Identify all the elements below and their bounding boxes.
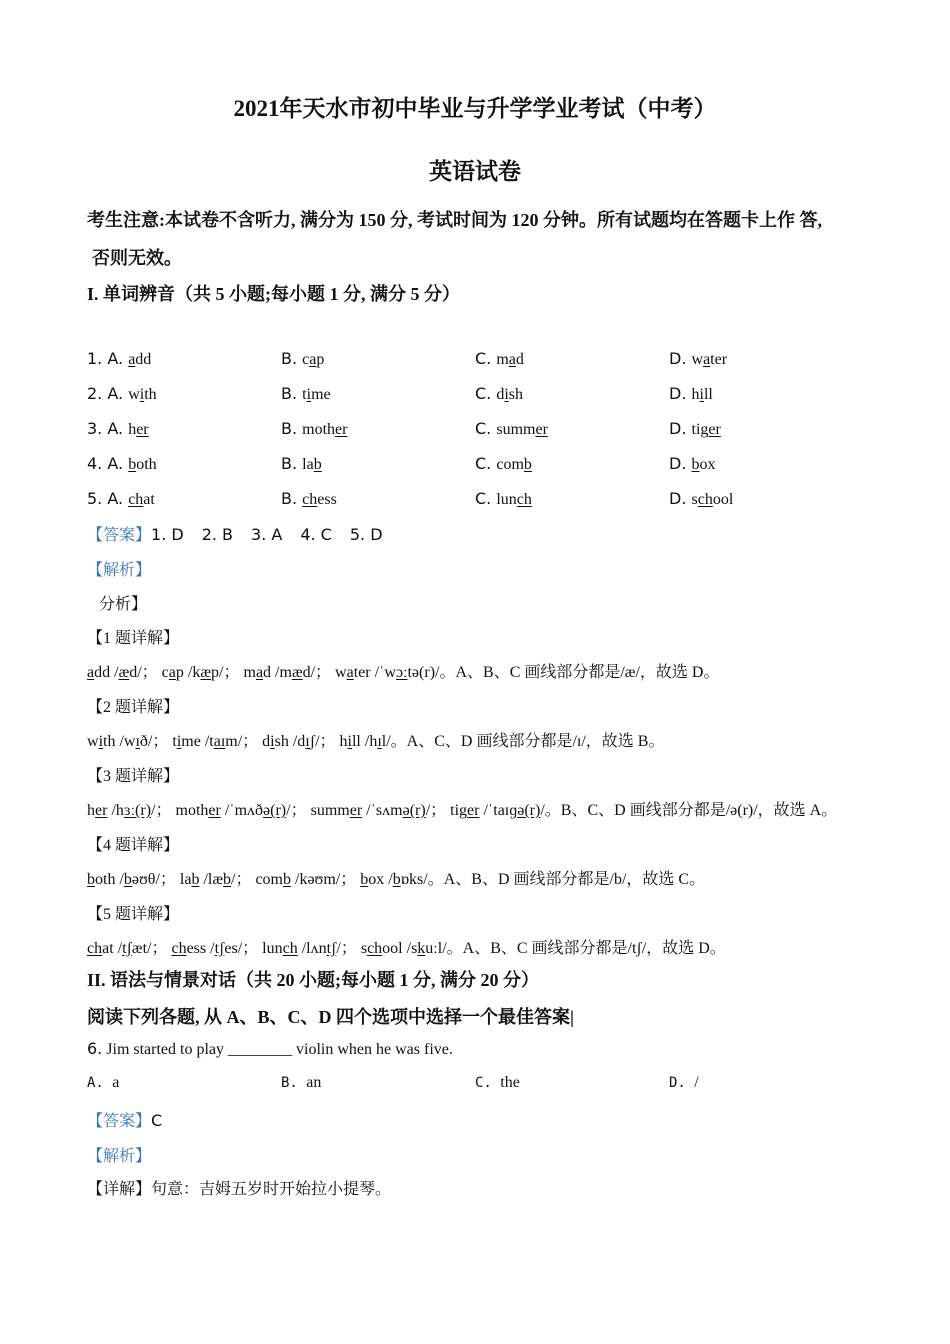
underlined-sound: ch: [282, 940, 298, 957]
page-subtitle: 英语试卷: [429, 159, 521, 184]
option-text: the: [500, 1074, 520, 1091]
underlined-sound: a: [346, 664, 354, 681]
underlined-sound: ɜː(r): [123, 802, 152, 819]
word-option: [669, 419, 721, 439]
option-word: mother: [302, 421, 348, 438]
option-word: chat: [128, 491, 155, 508]
underlined-letters: er: [535, 421, 548, 438]
option-text: a: [112, 1074, 120, 1091]
underlined-sound: ch: [87, 940, 103, 957]
underlined-letters: b: [313, 456, 322, 473]
option-text: /: [694, 1074, 699, 1091]
underlined-sound: b: [392, 871, 401, 888]
underlined-letters: ch: [302, 491, 318, 508]
underlined-sound: b: [123, 871, 132, 888]
question-number: 6.: [87, 1039, 103, 1058]
underlined-letters: b: [523, 456, 532, 473]
underlined-sound: ə(r): [263, 802, 287, 819]
question-6-answer-row: [87, 1108, 162, 1131]
underlined-sound: i: [270, 733, 275, 750]
answer-item: 4. C: [300, 525, 332, 544]
option-word: tiger: [691, 421, 721, 438]
choice-option: [475, 1074, 520, 1092]
question-number: 5. A.: [87, 489, 129, 508]
detail-explanation: with /wɪð/； time /taɪm/； dish /dɪʃ/； hill /hɪl/。A、C、D 画线部分都是/ɪ/，故选 B。: [87, 733, 665, 750]
underlined-letters: er: [335, 421, 348, 438]
word-option: [281, 384, 331, 404]
analysis-tag: 【解析】: [87, 1148, 152, 1165]
underlined-letters: b: [128, 456, 137, 473]
option-text: an: [306, 1074, 322, 1091]
section1-answer-row: [87, 522, 383, 545]
underlined-sound: er: [208, 802, 221, 819]
word-option: [475, 454, 532, 474]
word-option: [475, 349, 524, 369]
option-letter: B.: [281, 454, 303, 473]
word-option: [669, 454, 716, 474]
underlined-letters: ch: [697, 491, 713, 508]
detail-explanation: add /æd/； cap /kæp/； mad /mæd/； water /ˈwɔːtə(r)/。A、B、C 画线部分都是/æ/，故选 D。: [87, 664, 720, 681]
underlined-sound: k: [417, 940, 426, 957]
detail-explanation: chat /tʃæt/； chess /tʃes/； lunch /lʌntʃ/； school /skuːl/。A、B、C 画线部分都是/tʃ/，故选 D。: [87, 940, 726, 957]
underlined-sound: æ: [200, 664, 212, 681]
detail-tag: 【2 题详解】: [87, 699, 180, 716]
option-letter: B.: [281, 1075, 307, 1091]
word-option: [669, 349, 727, 369]
word-option: [669, 384, 713, 404]
question-text: Jim started to play ________ violin when he was five.: [106, 1041, 453, 1058]
underlined-letters: ch: [516, 491, 532, 508]
option-word: mad: [496, 351, 524, 368]
analysis-tag: 【解析】: [87, 562, 152, 579]
word-option: [87, 384, 157, 404]
option-word: water: [691, 351, 728, 368]
underlined-sound: b: [283, 871, 291, 888]
underlined-sound: tʃ: [326, 940, 337, 957]
underlined-sound: er: [467, 802, 480, 819]
answer-tag: 【答案】: [87, 527, 152, 544]
notice-line-2: 否则无效。: [92, 248, 182, 268]
option-word: dish: [496, 386, 524, 403]
word-option: [87, 454, 157, 474]
option-word: lunch: [496, 491, 532, 508]
option-letter: B.: [281, 489, 303, 508]
question-number: 2. A.: [87, 384, 129, 403]
underlined-sound: b: [87, 871, 95, 888]
detail-tag: 【1 题详解】: [87, 630, 180, 647]
word-option: [87, 419, 149, 439]
underlined-sound: tʃ: [122, 940, 132, 957]
choice-option: [281, 1074, 321, 1092]
section2-heading: II. 语法与情景对话（共 20 小题;每小题 1 分, 满分 20 分）: [87, 970, 540, 990]
option-word: with: [128, 386, 157, 403]
detail-tag: 【详解】: [87, 1181, 152, 1198]
underlined-letters: a: [703, 351, 711, 368]
option-word: school: [691, 491, 734, 508]
option-word: box: [691, 456, 716, 473]
section1-heading: I. 单词辨音（共 5 小题;每小题 1 分, 满分 5 分）: [87, 284, 460, 304]
answer-list: [151, 525, 383, 544]
word-option: [281, 419, 347, 439]
option-word: hill: [691, 386, 713, 403]
option-letter: C.: [475, 349, 497, 368]
question-number: 3. A.: [87, 419, 129, 438]
underlined-letters: i: [504, 386, 509, 403]
detail-tag: 【3 题详解】: [87, 768, 180, 785]
detail-explanation: her /hɜː(r)/； mother /ˈmʌðə(r)/； summer /ˈsʌmə(r)/； tiger /ˈtaɪɡə(r)/。B、C、D 画线部分都是/ə(r)/，故选 A。: [87, 802, 838, 819]
option-letter: C.: [475, 489, 497, 508]
underlined-sound: ɔː: [395, 664, 408, 681]
option-letter: B.: [281, 419, 303, 438]
question-6-stem: [87, 1039, 453, 1059]
detail-explanation: both /bəʊθ/； lab /læb/； comb /kəʊm/； box /bɒks/。A、B、D 画线部分都是/b/，故选 C。: [87, 871, 706, 888]
option-letter: C.: [475, 419, 497, 438]
answer-tag: 【答案】: [87, 1113, 152, 1130]
section2-instruction: 阅读下列各题, 从 A、B、C、D 四个选项中选择一个最佳答案|: [87, 1007, 574, 1027]
underlined-sound: b: [191, 871, 200, 888]
option-word: time: [302, 386, 331, 403]
underlined-sound: ɪ: [377, 733, 382, 750]
option-letter: A.: [87, 1075, 113, 1091]
word-option: [281, 454, 322, 474]
word-option: [281, 349, 324, 369]
underlined-sound: a: [168, 664, 176, 681]
option-word: summer: [496, 421, 548, 438]
option-word: add: [128, 351, 152, 368]
answer-item: 5. D: [349, 525, 383, 544]
underlined-sound: æ: [118, 664, 130, 681]
underlined-letters: er: [136, 421, 149, 438]
word-option: [475, 489, 532, 509]
underlined-sound: er: [95, 802, 108, 819]
underlined-sound: ə(r): [402, 802, 426, 819]
answer-item: 1. D: [151, 525, 184, 544]
underlined-sound: i: [98, 733, 104, 750]
page-title: 2021年天水市初中毕业与升学学业考试（中考）: [233, 96, 717, 121]
underlined-letters: b: [691, 456, 700, 473]
word-option: [281, 489, 337, 509]
underlined-sound: er: [349, 802, 363, 819]
option-letter: C.: [475, 1075, 501, 1091]
option-letter: D.: [669, 384, 692, 403]
word-option: [475, 419, 548, 439]
answer-item: 3. A: [251, 525, 283, 544]
option-letter: D.: [669, 1075, 695, 1091]
underlined-sound: b: [360, 871, 369, 888]
answer-value: C: [151, 1111, 163, 1130]
underlined-sound: ɪ: [305, 733, 310, 750]
option-letter: D.: [669, 454, 692, 473]
detail-text: 句意：吉姆五岁时开始拉小提琴。: [151, 1181, 392, 1198]
answer-item: 2. B: [201, 525, 234, 544]
underlined-letters: i: [699, 386, 704, 403]
option-letter: B.: [281, 384, 303, 403]
question-number: 1. A.: [87, 349, 129, 368]
option-word: lab: [302, 456, 322, 473]
option-word: comb: [496, 456, 532, 473]
option-letter: D.: [669, 349, 692, 368]
notice-line-1: 考生注意:本试卷不含听力, 满分为 150 分, 考试时间为 120 分钟。所有试题均在答题卡上作 答,: [87, 210, 822, 230]
option-letter: D.: [669, 489, 692, 508]
word-option: [87, 489, 155, 509]
underlined-sound: ɪ: [135, 733, 140, 750]
underlined-sound: b: [223, 871, 231, 888]
underlined-sound: æ: [291, 664, 303, 681]
option-word: chess: [302, 491, 337, 508]
underlined-sound: aɪ: [213, 733, 226, 750]
underlined-letters: i: [306, 386, 312, 403]
underlined-sound: i: [347, 733, 352, 750]
option-letter: C.: [475, 384, 497, 403]
choice-option: [669, 1074, 699, 1092]
underlined-letters: a: [508, 351, 516, 368]
choice-option: [87, 1074, 119, 1092]
word-option: [475, 384, 523, 404]
underlined-sound: ə(r): [517, 802, 541, 819]
option-letter: B.: [281, 349, 303, 368]
underlined-sound: a: [87, 664, 95, 681]
detail-tag: 【5 题详解】: [87, 906, 180, 923]
underlined-letters: er: [708, 421, 721, 438]
underlined-sound: tʃ: [214, 940, 225, 957]
underlined-sound: ch: [171, 940, 187, 957]
option-word: cap: [302, 351, 325, 368]
option-letter: C.: [475, 454, 497, 473]
underlined-letters: a: [128, 351, 136, 368]
word-option: [669, 489, 733, 509]
underlined-letters: i: [139, 386, 145, 403]
question-6-detail: [87, 1176, 391, 1199]
underlined-letters: a: [309, 351, 317, 368]
underlined-sound: ch: [367, 940, 383, 957]
analysis-subheading: 分析】: [99, 596, 148, 613]
option-word: her: [128, 421, 149, 438]
underlined-sound: a: [255, 664, 264, 681]
word-option: [87, 349, 151, 369]
underlined-sound: i: [176, 733, 182, 750]
underlined-letters: ch: [128, 491, 144, 508]
detail-tag: 【4 题详解】: [87, 837, 180, 854]
option-word: both: [128, 456, 157, 473]
question-number: 4. A.: [87, 454, 129, 473]
option-letter: D.: [669, 419, 692, 438]
